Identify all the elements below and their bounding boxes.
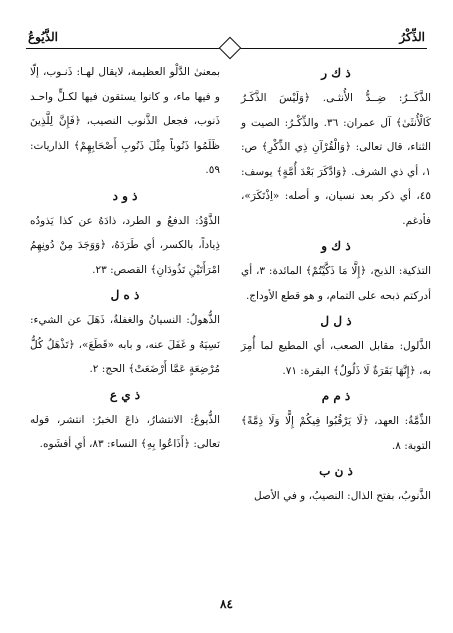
- entry-text: الذَّوْدُ: الدفعُ و الطرد، ذادَهُ عن كذا يَذودُه ذِياداً، بالكسر، أي طَرَدَهُ، ﴿وَوَجَدَ مِنْ دُونِهِمُ امْرَأَتَيْنِ تَذُودَانِ﴾ القصص: ٢٣.: [30, 214, 220, 276]
- header-right-word: الذِّكْرُ: [399, 30, 425, 44]
- right-column: [241, 60, 431, 509]
- entry-text: الذَّلول: مقابل الصعب، أي المطيع لما أُمِرَ به، ﴿إِنَّهَا بَقَرَةٌ لَا ذَلُولٌ﴾ البقرة: ٧١.: [241, 340, 431, 377]
- entry-heading: ذ ه ل: [110, 288, 140, 302]
- entry-text: بمعنىٰ الدَّلْو العظيمة، لايقال لهـا: ذَنـوب، إلّا و فيها ماء، و كانوا يستقون فيها لكـلٍّ واحـد ذَنوب، فجعل الذَّنوب النصيب، ﴿فَإِنَّ لِلَّذِينَ ظَلَمُوا ذَنُوباً مِثْلَ ذَنُوبِ أَصْحَابِهِمْ﴾ الذاريات: ٥٩.: [30, 66, 220, 176]
- entry-text: الذُّيوعُ: الانتشارُ، ذاعَ الخبرُ: انتشر، قوله تعالى: ﴿أَذَاعُوا بِهِ﴾ النساء: ٨٣، أي أفشَوه.: [30, 413, 220, 450]
- entry-heading: ذ ك ر: [321, 66, 351, 80]
- entry-heading: ذ و د: [112, 188, 138, 203]
- entry-text: الذِّمَّةُ: العهد، ﴿لَا يَرْقُبُوا فِيكُمْ إِلًّا وَلَا ذِمَّةً﴾ التوبة: ٨.: [241, 415, 431, 452]
- left-column: [30, 60, 220, 457]
- diamond-ornament-icon: [219, 37, 242, 60]
- entry-heading: ذ ن ب: [319, 464, 353, 478]
- page-number: ٨٤: [220, 597, 233, 611]
- header-left-word: الذَّيُوعُ: [28, 30, 58, 44]
- entry-heading: ذ ي ع: [109, 387, 141, 402]
- entry-heading: ذ م م: [321, 389, 351, 403]
- entry-text: الذُّهولُ: النسيانُ والغفلةُ، ذَهَلَ عن الشيء: نَسِيَهُ و غَفَلَ عنه، و بابه «قَطَعَ»، ﴿تَذْهَلُ كُلُّ مُرْضِعَةٍ عَمَّا أَرْضَعَتْ﴾ الحج: ٢.: [30, 314, 220, 375]
- entry-text: الذَّنوبُ، بفتح الذال: النصيبُ، و في الأصل: [253, 490, 431, 502]
- entry-text: التذكية: الذبح، ﴿إِلَّا مَا ذَكَّيْتُمْ﴾ المائدة: ٣، أي أدركتم ذبحه على التمام، و هو قطع الأوداج.: [241, 265, 431, 302]
- entry-text: الذَّكَــرُ: ضِــدُّ الأُنثـى. ﴿وَلَيْسَ الذَّكَـرُ كَالْأُنثَىٰ﴾ آل عمران: ٣٦. والذِّكْـرُ: الصيت و الثناء، قال تعالى: ﴿وَالْقُرْآنِ ذِي الذِّكْرِ﴾ ص: ١، أي ذي الشرف. ﴿وَادَّكَرَ بَعْدَ أُمَّةٍ﴾ يوسف: ٤٥، أي ذكر بعد نسيان، و أصله: «اِذْتَكَرَ»، فأدغم.: [241, 92, 431, 227]
- entry-heading: ذ ك و: [321, 239, 351, 253]
- entry-heading: ذ ل ل: [320, 314, 352, 328]
